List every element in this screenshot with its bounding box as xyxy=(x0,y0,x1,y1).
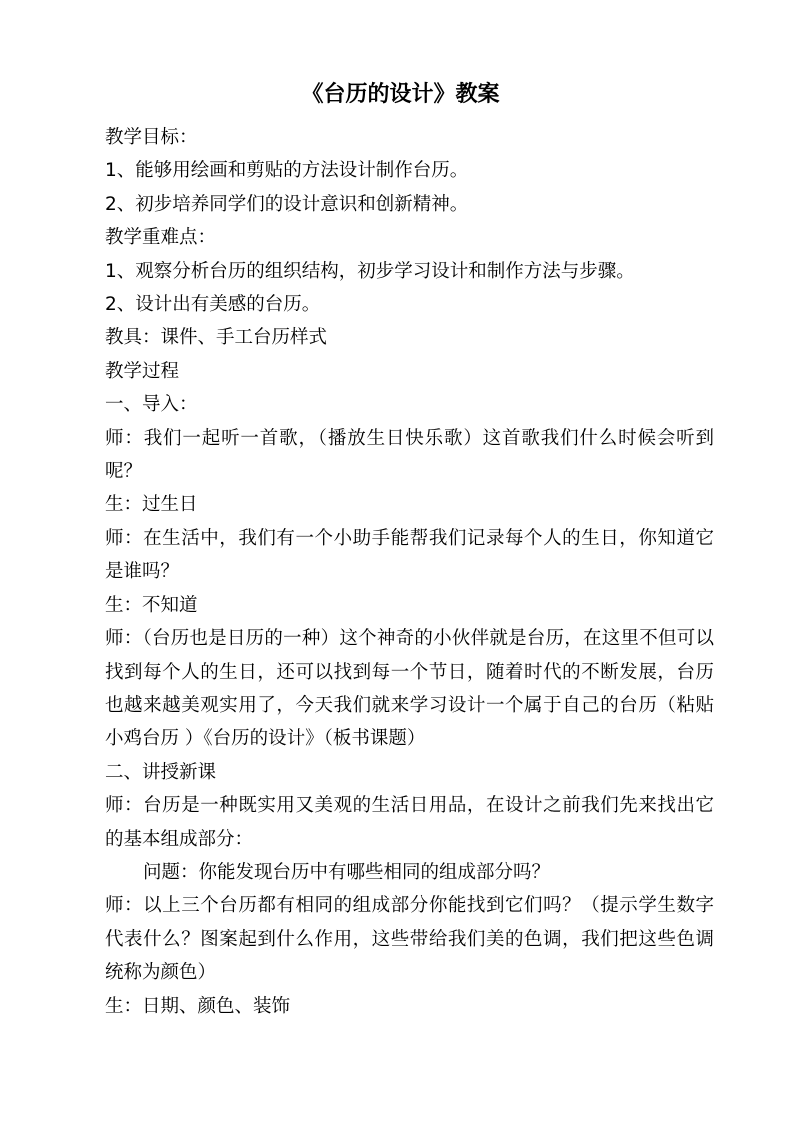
document-title: 《台历的设计》教案 xyxy=(301,82,500,107)
teacher-line-2: 师：在生活中，我们有一个小助手能帮我们记录每个人的生日，你知道它是谁吗？ xyxy=(105,527,714,583)
goal-item-2: 2、初步培养同学们的设计意识和创新精神。 xyxy=(105,193,469,215)
section-new-lesson: 二、讲授新课 xyxy=(105,761,217,783)
teacher-line-4: 师：台历是一种既实用又美观的生活日用品，在设计之前我们先来找出它的基本组成部分： xyxy=(105,795,714,850)
student-line-3: 生：日期、颜色、装饰 xyxy=(105,995,291,1017)
student-line-1: 生：过生日 xyxy=(105,494,198,516)
student-line-2: 生：不知道 xyxy=(105,594,198,616)
section-introduction: 一、导入： xyxy=(105,394,198,416)
teacher-line-3: 师：（台历也是日历的一种）这个神奇的小伙伴就是台历，在这里不但可以找到每个人的生日，还可以找到每一个节日，随着时代的不断发展，台历也越来越美观实用了，今天我们就来学习设计一个属于自己的台历（粘贴小鸡台历 ）《台历的设计》（板书课题） xyxy=(105,628,714,750)
teacher-line-1: 师：我们一起听一首歌，（播放生日快乐歌）这首歌我们什么时候会听到呢？ xyxy=(105,427,714,483)
difficulty-item-2: 2、设计出有美感的台历。 xyxy=(105,294,321,316)
question-line: 问题：你能发现台历中有哪些相同的组成部分吗？ xyxy=(143,861,551,883)
heading-teaching-goals: 教学目标： xyxy=(105,127,198,148)
difficulty-item-1: 1、观察分析台历的组织结构，初步学习设计和制作方法与步骤。 xyxy=(105,260,635,282)
teaching-aids: 教具：课件、手工台历样式 xyxy=(105,327,328,349)
heading-teaching-process: 教学过程 xyxy=(105,360,180,382)
heading-key-difficulties: 教学重难点： xyxy=(105,227,217,249)
goal-item-1: 1、能够用绘画和剪贴的方法设计制作台历。 xyxy=(105,160,469,182)
teacher-line-5: 师：以上三个台历都有相同的组成部分你能找到它们吗？（提示学生数字代表什么？图案起到什么作用，这些带给我们美的色调，我们把这些色调统称为颜色） xyxy=(105,895,714,984)
